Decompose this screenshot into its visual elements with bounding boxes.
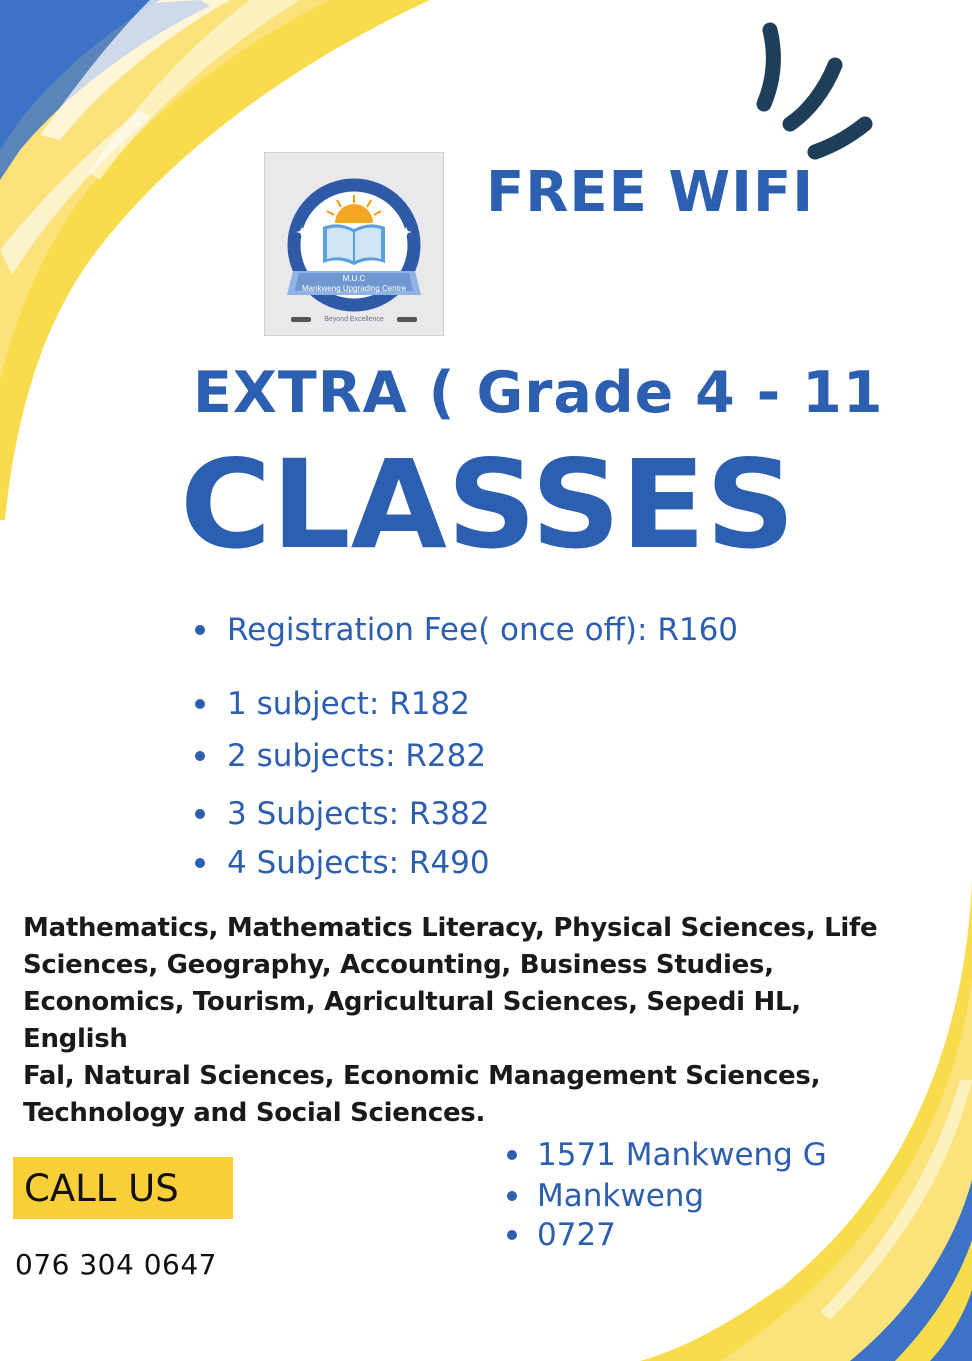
address-text: Mankweng (537, 1178, 705, 1214)
fee-item-registration (195, 612, 738, 648)
free-wifi-heading: FREE WIFI (486, 160, 815, 225)
fee-item-2 (195, 738, 486, 774)
address-line-postcode (507, 1217, 616, 1253)
bullet-icon (507, 1191, 517, 1201)
logo-tagline: Beyond Excellence (324, 316, 384, 323)
subjects-line: Economics, Tourism, Agricultural Sciences, Sepedi HL, English (23, 987, 801, 1054)
fee-text: 3 Subjects: R382 (227, 796, 490, 832)
fee-text: Registration Fee( once off): R160 (227, 612, 739, 648)
fee-text: 1 subject: R182 (227, 686, 470, 722)
fee-item-3 (195, 796, 490, 832)
bullet-icon (195, 858, 205, 868)
fee-text: 2 subjects: R282 (227, 738, 487, 774)
fee-text: 4 Subjects: R490 (227, 845, 490, 881)
address-line-town (507, 1178, 704, 1214)
subjects-line: Technology and Social Sciences. (23, 1098, 486, 1128)
bullet-icon (507, 1150, 517, 1160)
bullet-icon (195, 625, 205, 635)
classes-heading: CLASSES (180, 434, 796, 576)
bullet-icon (507, 1230, 517, 1240)
logo-abbreviation: M.U.C (342, 274, 366, 283)
subjects-list (23, 910, 903, 1132)
subjects-line: Fal, Natural Sciences, Economic Management Sciences, (23, 1061, 821, 1091)
fee-item-4 (195, 845, 490, 881)
bullet-icon (195, 809, 205, 819)
call-us-label: CALL US (24, 1167, 179, 1210)
fee-item-1 (195, 686, 470, 722)
subjects-line: Sciences, Geography, Accounting, Business Studies, (23, 950, 774, 980)
book-sun-emblem-icon (265, 153, 443, 335)
address-text: 0727 (537, 1217, 616, 1253)
bullet-icon (195, 699, 205, 709)
centre-logo (265, 153, 443, 335)
address-line-street (507, 1137, 827, 1173)
address-text: 1571 Mankweng G (537, 1137, 827, 1173)
call-us-banner (13, 1157, 233, 1219)
phone-number: 076 304 0647 (15, 1248, 217, 1281)
logo-centre-name: Mankweng Upgrading Centre (301, 284, 407, 293)
subjects-line: Mathematics, Mathematics Literacy, Physical Sciences, Life (23, 913, 878, 943)
bullet-icon (195, 751, 205, 761)
extra-grade-heading: EXTRA ( Grade 4 - 11 (193, 360, 884, 426)
